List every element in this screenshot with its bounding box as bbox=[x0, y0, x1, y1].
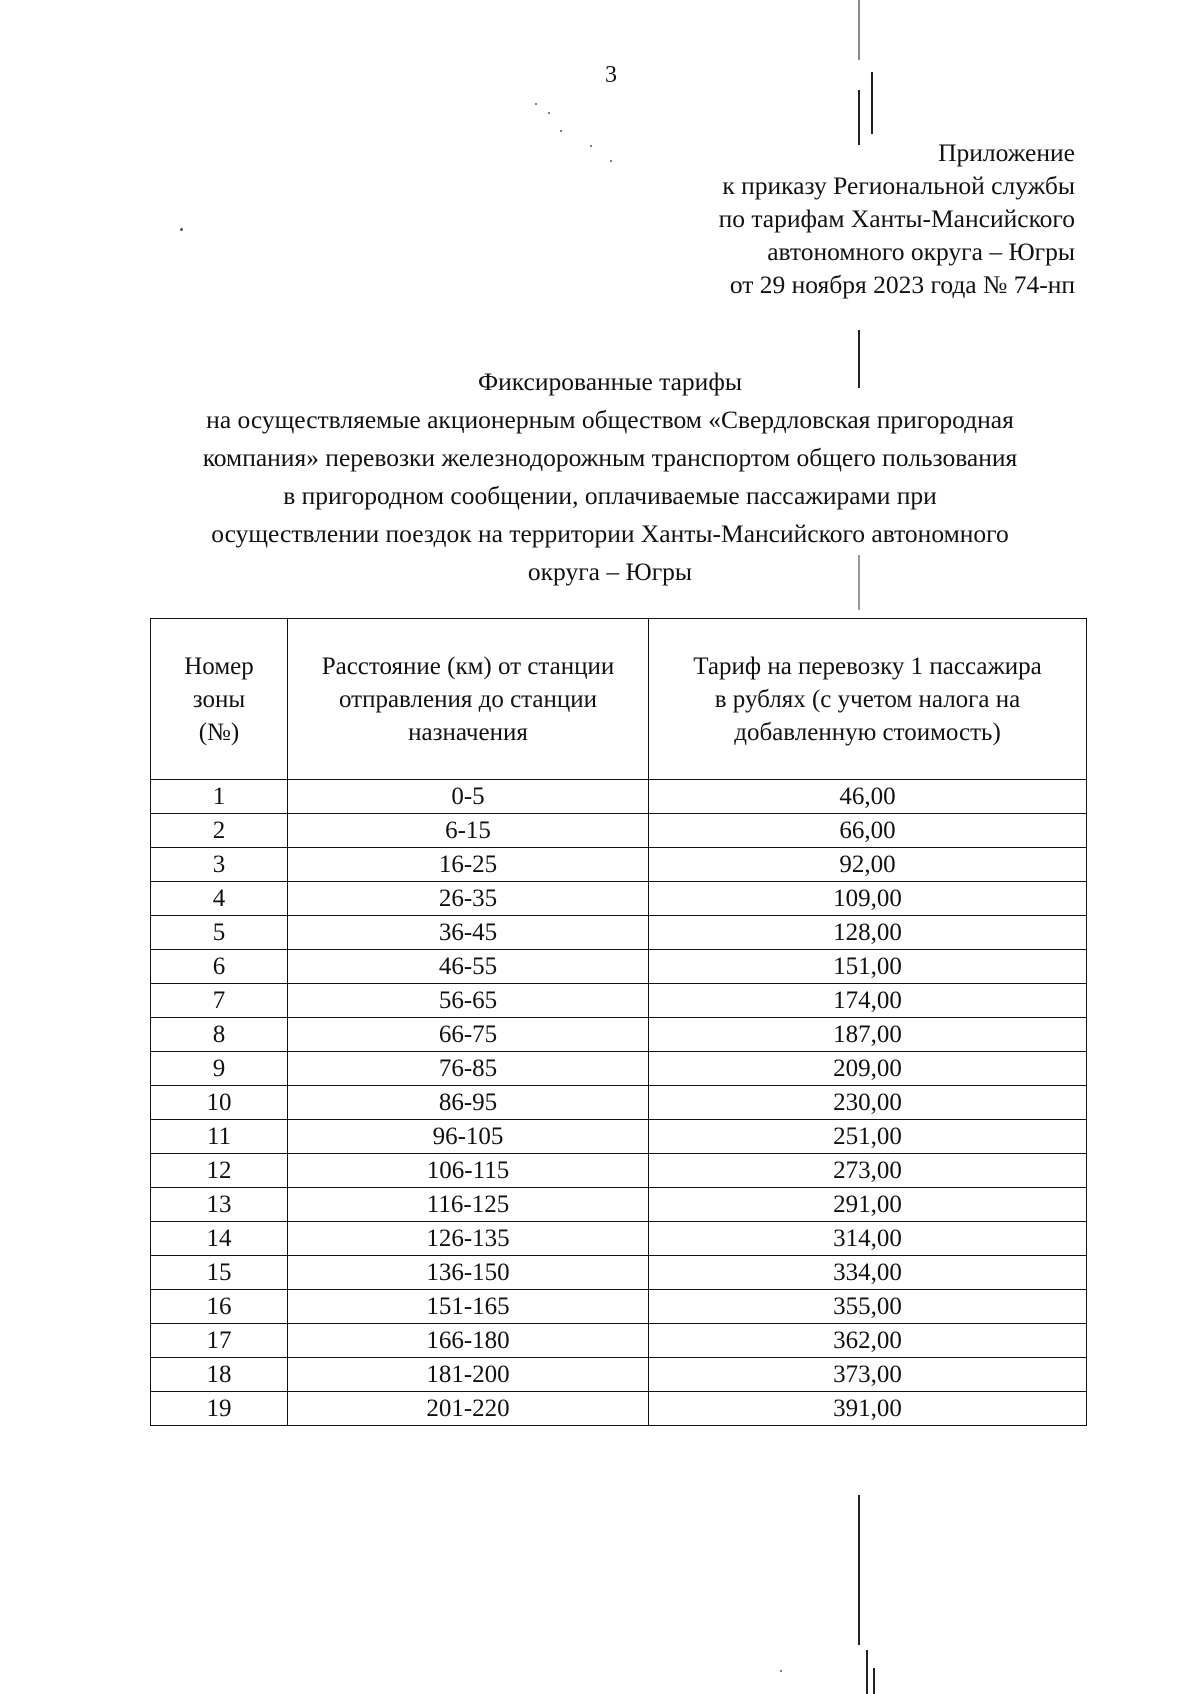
tariff-cell: 314,00 bbox=[649, 1222, 1087, 1256]
tariff-cell: 273,00 bbox=[649, 1154, 1087, 1188]
zone-cell: 12 bbox=[151, 1154, 288, 1188]
zone-cell: 3 bbox=[151, 848, 288, 882]
table-row bbox=[151, 1256, 1087, 1290]
zone-cell: 7 bbox=[151, 984, 288, 1018]
table-row bbox=[151, 1086, 1087, 1120]
table-row bbox=[151, 1120, 1087, 1154]
scan-artifact-dot bbox=[180, 228, 183, 231]
distance-cell: 86-95 bbox=[288, 1086, 649, 1120]
distance-cell: 126-135 bbox=[288, 1222, 649, 1256]
distance-cell: 136-150 bbox=[288, 1256, 649, 1290]
distance-cell: 16-25 bbox=[288, 848, 649, 882]
tariff-cell: 92,00 bbox=[649, 848, 1087, 882]
tariff-cell: 46,00 bbox=[649, 780, 1087, 814]
zone-cell: 18 bbox=[151, 1358, 288, 1392]
zone-cell: 5 bbox=[151, 916, 288, 950]
distance-cell: 26-35 bbox=[288, 882, 649, 916]
zone-cell: 2 bbox=[151, 814, 288, 848]
title-line: осуществлении поездок на территории Ханты-Мансийского автономного bbox=[211, 519, 1009, 548]
appendix-block bbox=[719, 136, 1075, 301]
tariff-cell: 128,00 bbox=[649, 916, 1087, 950]
zone-cell: 16 bbox=[151, 1290, 288, 1324]
tariff-cell: 109,00 bbox=[649, 882, 1087, 916]
scan-artifact-dot bbox=[590, 145, 592, 147]
tariff-cell: 151,00 bbox=[649, 950, 1087, 984]
scan-artifact-dot bbox=[548, 112, 550, 114]
scan-artifact-line bbox=[858, 1495, 860, 1645]
zone-cell: 13 bbox=[151, 1188, 288, 1222]
table-row bbox=[151, 1222, 1087, 1256]
header-distance-line: отправления до станции bbox=[338, 685, 598, 713]
header-tariff-line: Тариф на перевозку 1 пассажира bbox=[693, 652, 1042, 680]
distance-cell: 106-115 bbox=[288, 1154, 649, 1188]
scan-artifact-dot bbox=[560, 130, 562, 132]
zone-cell: 1 bbox=[151, 780, 288, 814]
header-tariff-line: в рублях (с учетом налога на bbox=[714, 685, 1021, 713]
table-row bbox=[151, 916, 1087, 950]
page-number: 3 bbox=[605, 62, 617, 88]
appendix-line: по тарифам Ханты-Мансийского bbox=[718, 204, 1075, 233]
scan-artifact-dot bbox=[610, 160, 612, 162]
header-distance-line: назначения bbox=[408, 718, 528, 746]
zone-cell: 6 bbox=[151, 950, 288, 984]
table-row bbox=[151, 1052, 1087, 1086]
appendix-line: автономного округа – Югры bbox=[767, 237, 1075, 266]
tariff-cell: 209,00 bbox=[649, 1052, 1087, 1086]
table-row bbox=[151, 882, 1087, 916]
title-line: округа – Югры bbox=[527, 557, 693, 586]
zone-cell: 9 bbox=[151, 1052, 288, 1086]
table-row bbox=[151, 780, 1087, 814]
scan-artifact-dot bbox=[780, 1670, 782, 1672]
title-line: в пригородном сообщении, оплачиваемые пассажирами при bbox=[283, 481, 937, 510]
appendix-line: Приложение bbox=[938, 138, 1075, 167]
title-line: на осуществляемые акционерным обществом «Свердловская пригородная bbox=[206, 405, 1014, 434]
tariff-cell: 362,00 bbox=[649, 1324, 1087, 1358]
appendix-line: от 29 ноября 2023 года № 74-нп bbox=[729, 270, 1075, 299]
table-row bbox=[151, 1358, 1087, 1392]
tariff-cell: 66,00 bbox=[649, 814, 1087, 848]
header-distance-line: Расстояние (км) от станции bbox=[321, 652, 615, 680]
distance-cell: 181-200 bbox=[288, 1358, 649, 1392]
distance-cell: 66-75 bbox=[288, 1018, 649, 1052]
scan-artifact-dot bbox=[535, 103, 537, 105]
distance-cell: 76-85 bbox=[288, 1052, 649, 1086]
tariff-cell: 373,00 bbox=[649, 1358, 1087, 1392]
header-distance bbox=[288, 619, 649, 780]
title-line: Фиксированные тарифы bbox=[478, 367, 742, 396]
zone-cell: 10 bbox=[151, 1086, 288, 1120]
table-header-row bbox=[151, 619, 1087, 780]
distance-cell: 201-220 bbox=[288, 1392, 649, 1426]
zone-cell: 8 bbox=[151, 1018, 288, 1052]
tariff-cell: 251,00 bbox=[649, 1120, 1087, 1154]
tariff-cell: 334,00 bbox=[649, 1256, 1087, 1290]
tariff-cell: 230,00 bbox=[649, 1086, 1087, 1120]
title-line: компания» перевозки железнодорожным транспортом общего пользования bbox=[202, 443, 1018, 472]
distance-cell: 46-55 bbox=[288, 950, 649, 984]
scan-artifact-line bbox=[866, 1650, 868, 1694]
zone-cell: 19 bbox=[151, 1392, 288, 1426]
distance-cell: 0-5 bbox=[288, 780, 649, 814]
distance-cell: 166-180 bbox=[288, 1324, 649, 1358]
header-zone-line: зоны bbox=[192, 685, 246, 713]
table-row bbox=[151, 848, 1087, 882]
table-row bbox=[151, 1392, 1087, 1426]
table-row bbox=[151, 1324, 1087, 1358]
header-tariff bbox=[649, 619, 1087, 780]
header-zone-line: (№) bbox=[198, 718, 240, 746]
table-row bbox=[151, 1018, 1087, 1052]
header-zone bbox=[151, 619, 288, 780]
distance-cell: 36-45 bbox=[288, 916, 649, 950]
tariff-cell: 391,00 bbox=[649, 1392, 1087, 1426]
zone-cell: 11 bbox=[151, 1120, 288, 1154]
distance-cell: 96-105 bbox=[288, 1120, 649, 1154]
tariff-table bbox=[150, 618, 1087, 1426]
tariff-cell: 174,00 bbox=[649, 984, 1087, 1018]
tariff-cell: 291,00 bbox=[649, 1188, 1087, 1222]
scan-artifact-line bbox=[873, 1668, 875, 1694]
table-row bbox=[151, 814, 1087, 848]
table-row bbox=[151, 1290, 1087, 1324]
table-row bbox=[151, 1188, 1087, 1222]
distance-cell: 6-15 bbox=[288, 814, 649, 848]
tariff-cell: 187,00 bbox=[649, 1018, 1087, 1052]
zone-cell: 14 bbox=[151, 1222, 288, 1256]
table-row bbox=[151, 950, 1087, 984]
zone-cell: 4 bbox=[151, 882, 288, 916]
scan-artifact-line bbox=[871, 72, 873, 134]
distance-cell: 56-65 bbox=[288, 984, 649, 1018]
distance-cell: 116-125 bbox=[288, 1188, 649, 1222]
distance-cell: 151-165 bbox=[288, 1290, 649, 1324]
appendix-line: к приказу Региональной службы bbox=[722, 171, 1075, 200]
document-title bbox=[150, 363, 1070, 591]
header-zone-line: Номер bbox=[184, 652, 254, 680]
table-row bbox=[151, 984, 1087, 1018]
tariff-cell: 355,00 bbox=[649, 1290, 1087, 1324]
table-row bbox=[151, 1154, 1087, 1188]
zone-cell: 17 bbox=[151, 1324, 288, 1358]
header-tariff-line: добавленную стоимость) bbox=[734, 718, 1001, 746]
zone-cell: 15 bbox=[151, 1256, 288, 1290]
scan-artifact-line bbox=[858, 0, 860, 60]
